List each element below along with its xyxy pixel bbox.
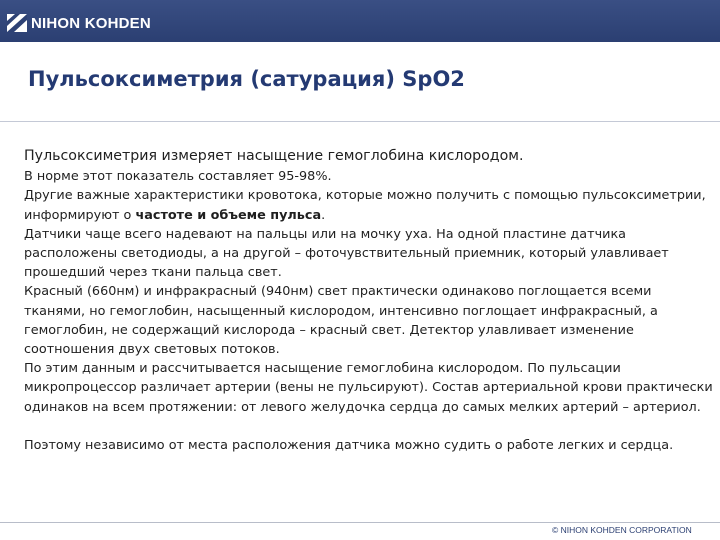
calculation-paragraph: По этим данным и рассчитывается насыщение гемоглобина кислородом. По пульсации микропроцессор различает артерии (вены не пульсируют). Состав артериальной крови практически одинаков на всем протяжении: от левого желудочка сердца до самых мелких артерий – артериол. (24, 361, 713, 415)
lead-paragraph: Пульсоксиметрия измеряет насыщение гемоглобина кислородом. (24, 148, 524, 164)
nihon-kohden-logo-icon (7, 14, 27, 32)
pulse-emphasis: частоте и объеме пульса (135, 207, 322, 223)
pulse-characteristics-paragraph (24, 186, 716, 224)
footer-divider (0, 522, 720, 523)
conclusion-paragraph: Поэтому независимо от места расположения датчика можно судить о работе легких и сердца. (24, 437, 674, 453)
copyright-notice: © NIHON KOHDEN CORPORATION (552, 525, 692, 535)
title-divider (0, 121, 720, 122)
brand-logo (7, 14, 151, 32)
slide-title: Пульсоксиметрия (сатурация) SpO2 (28, 67, 465, 91)
header-bar (0, 0, 720, 42)
light-absorption-paragraph: Красный (660нм) и инфракрасный (940нм) свет практически одинаково поглощается всеми тканями, но гемоглобин, насыщенный кислородом, интенсивно поглощает инфракрасный, а гемоглобин, не содержащий кислорода – красный свет. Детектор улавливает изменение соотношения двух световых потоков. (24, 284, 658, 358)
normal-range-paragraph: В норме этот показатель составляет 95-98%. (24, 169, 332, 185)
slide-body (24, 147, 716, 455)
brand-name: NIHON KOHDEN (31, 14, 151, 32)
pulse-text-end: . (321, 207, 326, 223)
pulse-text-start: Другие важные характеристики кровотока, которые можно получить с помощью пульсоксиметрии, информируют о (24, 188, 706, 223)
sensor-paragraph: Датчики чаще всего надевают на пальцы или на мочку уха. На одной пластине датчика расположены светодиоды, а на другой – фоточувствительный приемник, который улавливает прошедший через ткани пальца свет. (24, 226, 669, 281)
